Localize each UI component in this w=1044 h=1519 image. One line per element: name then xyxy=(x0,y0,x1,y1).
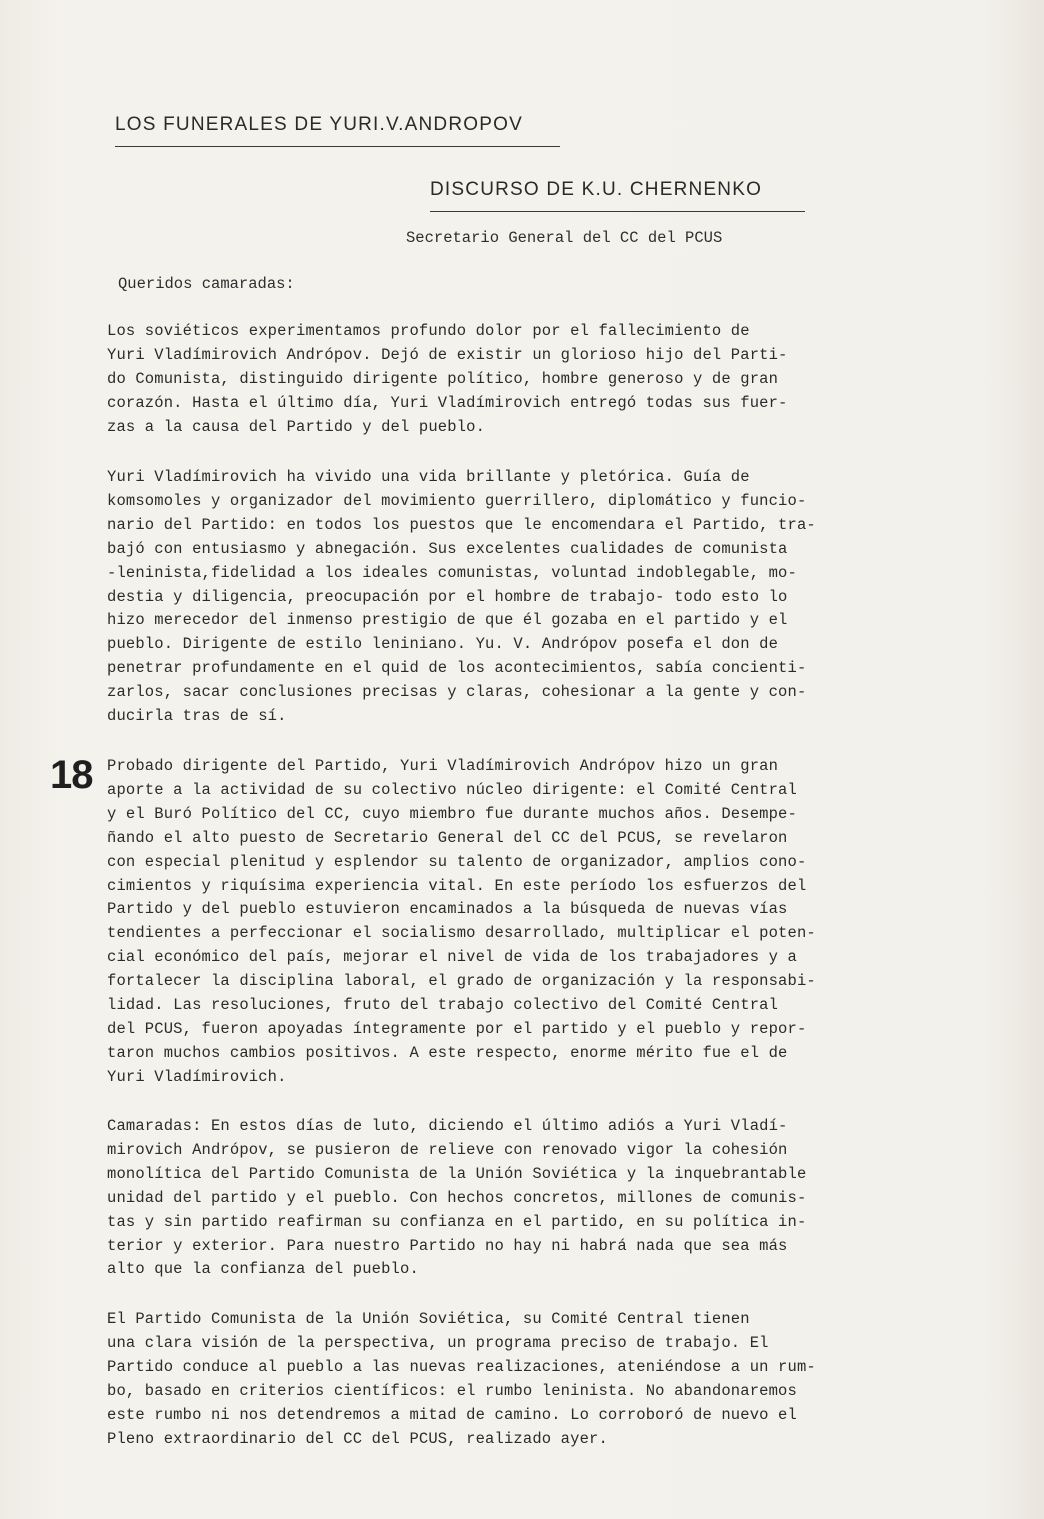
paragraph-2 xyxy=(107,466,1007,729)
paragraph-3 xyxy=(107,755,1007,1090)
text-line: hizo merecedor del inmenso prestigio de que él gozaba en el partido y el xyxy=(107,611,788,630)
text-line: komsomoles y organizador del movimiento guerrillero, diplomático y funcio- xyxy=(107,491,807,510)
paragraph-5 xyxy=(107,1308,1007,1451)
text-line: unidad del partido y el pueblo. Con hechos concretos, millones de comunis- xyxy=(107,1188,807,1207)
text-line: Pleno extraordinario del CC del PCUS, realizado ayer. xyxy=(107,1429,608,1448)
text-line: y el Buró Político del CC, cuyo miembro fue durante muchos años. Desempe- xyxy=(107,804,797,823)
text-line: terior y exterior. Para nuestro Partido no hay ni habrá nada que sea más xyxy=(107,1236,788,1255)
text-line: lidad. Las resoluciones, fruto del trabajo colectivo del Comité Central xyxy=(107,996,779,1015)
paragraph-1 xyxy=(107,320,1007,440)
paragraph-4 xyxy=(107,1115,1007,1282)
salutation: Queridos camaradas: xyxy=(118,275,295,293)
text-line: Camaradas: En estos días de luto, diciendo el último adiós a Yuri Vladí- xyxy=(107,1117,788,1135)
text-line: nario del Partido: en todos los puestos que le encomendara el Partido, tra- xyxy=(107,515,816,534)
speech-title: DISCURSO DE K.U. CHERNENKO xyxy=(430,179,763,200)
text-line: Yuri Vladímirovich. xyxy=(107,1067,287,1086)
text-line: tendientes a perfeccionar el socialismo desarrollado, multiplicar el poten- xyxy=(107,924,816,943)
text-line: bo, basado en criterios científicos: el rumbo leninista. No abandonaremos xyxy=(107,1381,797,1400)
text-line: penetrar profundamente en el quid de los acontecimientos, sabía concienti- xyxy=(107,659,807,678)
section-title-underline xyxy=(115,146,560,147)
text-line: ducirla tras de sí. xyxy=(107,707,287,726)
section-title: LOS FUNERALES DE YURI.V.ANDROPOV xyxy=(115,114,523,135)
text-line: Yuri Vladímirovich Andrópov. Dejó de existir un glorioso hijo del Parti- xyxy=(107,345,788,364)
text-line: del PCUS, fueron apoyadas íntegramente por el partido y el pueblo y repor- xyxy=(107,1019,807,1038)
text-line: cial económico del país, mejorar el nivel de vida de los trabajadores y a xyxy=(107,948,797,967)
text-line: Partido conduce al pueblo a las nuevas realizaciones, ateniéndose a un rum- xyxy=(107,1357,816,1376)
text-line: zas a la causa del Partido y del pueblo. xyxy=(107,417,486,436)
text-line: este rumbo ni nos detendremos a mitad de camino. Lo corroboró de nuevo el xyxy=(107,1405,797,1424)
text-line: alto que la confianza del pueblo. xyxy=(107,1260,419,1279)
text-line: ñando el alto puesto de Secretario General del CC del PCUS, se revelaron xyxy=(107,828,788,847)
text-line: bajó con entusiasmo y abnegación. Sus excelentes cualidades de comunista xyxy=(107,539,788,558)
text-line: cimientos y riquísima experiencia vital. En este período los esfuerzos del xyxy=(107,876,807,895)
text-line: Partido y del pueblo estuvieron encaminados a la búsqueda de nuevas vías xyxy=(107,900,788,919)
text-line: El Partido Comunista de la Unión Soviética, su Comité Central tienen xyxy=(107,1310,750,1328)
text-line: fortalecer la disciplina laboral, el grado de organización y la responsabi- xyxy=(107,972,816,991)
text-line: taron muchos cambios positivos. A este respecto, enorme mérito fue el de xyxy=(107,1043,788,1062)
text-line: una clara visión de la perspectiva, un programa preciso de trabajo. El xyxy=(107,1333,769,1352)
text-line: con especial plenitud y esplendor su talento de organizador, amplios cono- xyxy=(107,852,807,871)
text-line: mirovich Andrópov, se pusieron de relieve con renovado vigor la cohesión xyxy=(107,1140,788,1159)
text-line: aporte a la actividad de su colectivo núcleo dirigente: el Comité Central xyxy=(107,780,797,799)
text-line: do Comunista, distinguido dirigente político, hombre generoso y de gran xyxy=(107,369,779,388)
text-line: Los soviéticos experimentamos profundo dolor por el fallecimiento de xyxy=(107,322,750,340)
text-line: corazón. Hasta el último día, Yuri Vladímirovich entregó todas sus fuer- xyxy=(107,393,788,412)
text-line: zarlos, sacar conclusiones precisas y claras, cohesionar a la gente y con- xyxy=(107,683,807,702)
text-line: destia y diligencia, preocupación por el hombre de trabajo- todo esto lo xyxy=(107,587,788,606)
text-line: pueblo. Dirigente de estilo leniniano. Yu. V. Andrópov posefa el don de xyxy=(107,635,779,654)
text-line: -leninista,fidelidad a los ideales comunistas, voluntad indoblegable, mo- xyxy=(107,563,797,582)
speech-title-underline xyxy=(430,211,805,212)
text-line: Yuri Vladímirovich ha vivido una vida brillante y pletórica. Guía de xyxy=(107,468,750,486)
speaker-role: Secretario General del CC del PCUS xyxy=(406,229,723,247)
text-line: Probado dirigente del Partido, Yuri Vladímirovich Andrópov hizo un gran xyxy=(107,757,779,775)
text-line: monolítica del Partido Comunista de la Unión Soviética y la inquebrantable xyxy=(107,1164,807,1183)
text-line: tas y sin partido reafirman su confianza en el partido, en su política in- xyxy=(107,1212,807,1231)
page-number: 18 xyxy=(50,753,93,797)
